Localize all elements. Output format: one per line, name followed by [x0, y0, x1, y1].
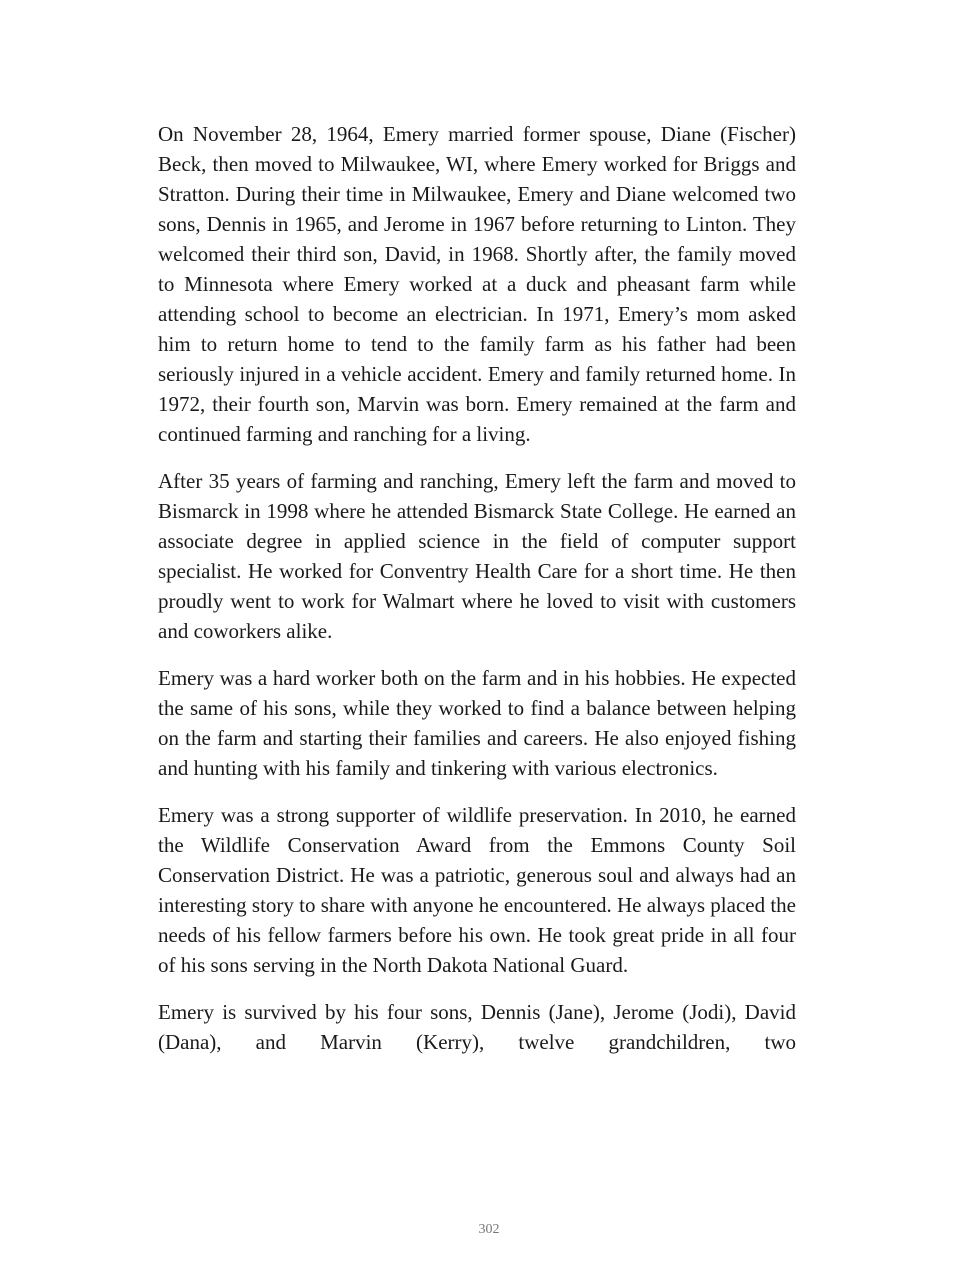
paragraph-hobbies: Emery was a hard worker both on the farm and in his hobbies. He expected the same of his sons, while they worked to find a balance between helping on the farm and starting their families and careers. He also enjoyed fishing and hunting with his family and tinkering with various electronics. [158, 666, 796, 780]
paragraph-marriage: On November 28, 1964, Emery married former spouse, Diane (Fischer) Beck, then moved to Milwaukee, WI, where Emery worked for Briggs and Stratton. During their time in Milwaukee, Emery and Diane welcomed two sons, Dennis in 1965, and Jerome in 1967 before returning to Linton. They welcomed their third son, David, in 1968. Shortly after, the family moved to Minnesota where Emery worked at a duck and pheasant farm while attending school to become an electrician. In 1971, Emery’s mom asked him to return home to tend to the family farm as his father had been seriously injured in a vehicle accident. Emery and family returned home. In 1972, their fourth son, Marvin was born. Emery remained at the farm and continued farming and ranching for a living. [158, 122, 796, 446]
paragraph-career: After 35 years of farming and ranching, Emery left the farm and moved to Bismarck in 1998 where he attended Bismarck State College. He earned an associate degree in applied science in the field of computer support specialist. He worked for Conventry Health Care for a short time. He then proudly went to work for Walmart where he loved to visit with customers and coworkers alike. [158, 469, 796, 643]
paragraph-survivors: Emery is survived by his four sons, Dennis (Jane), Jerome (Jodi), David (Dana), and Marvin (Kerry), twelve grandchildren, two [158, 1000, 796, 1054]
page-number: 302 [478, 1222, 500, 1237]
body-text [158, 119, 796, 1074]
paragraph-wildlife: Emery was a strong supporter of wildlife preservation. In 2010, he earned the Wildlife Conservation Award from the Emmons County Soil Conservation District. He was a patriotic, generous soul and always had an interesting story to share with anyone he encountered. He always placed the needs of his fellow farmers before his own. He took great pride in all four of his sons serving in the North Dakota National Guard. [158, 803, 796, 977]
